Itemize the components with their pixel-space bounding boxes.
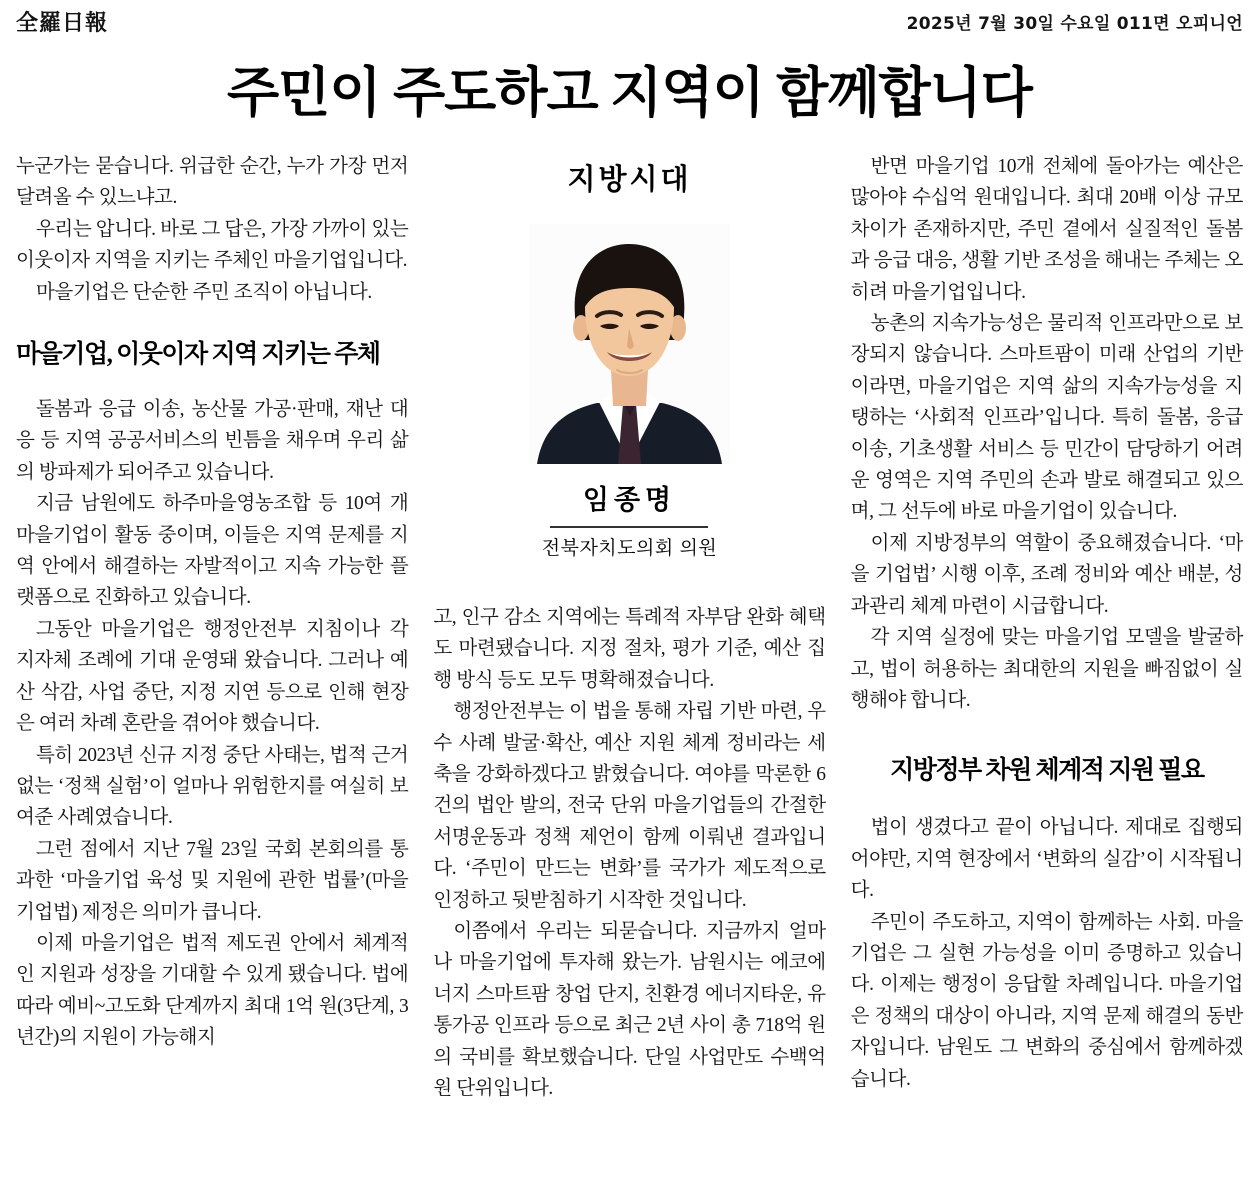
- paragraph: 마을기업은 단순한 주민 조직이 아닙니다.: [36, 281, 372, 303]
- paragraph: 농촌의 지속가능성은 물리적 인프라만으로 보장되지 않습니다. 스마트팜이 미래 산업의 기반이라면, 마을기업은 지역 삶의 지속가능성을 지탱하는 ‘사회적 인프라’입니다. 특히 돌봄, 응급 이송, 기초생활 서비스 등 민간이 담당하기 어려운 영역은 지역 주민의 손과 발로 해결되고 있으며, 그 선두에 바로 마을기업이 있습니다.: [850, 313, 1243, 523]
- author-divider: [550, 526, 708, 528]
- paragraph: 이쯤에서 우리는 되묻습니다. 지금까지 얼마나 마을기업에 투자해 왔는가. 남원시는 에코에너지 스마트팜 창업 단지, 친환경 에너지타운, 유통가공 인프라 등으로 최근 2년 사이 총 718억 원의 국비를 확보했습니다. 단일 사업만도 수백억 원 단위입니다.: [433, 921, 826, 1100]
- paragraph: 돌봄과 응급 이송, 농산물 가공·판매, 재난 대응 등 지역 공공서비스의 빈틈을 채우며 우리 삶의 방파제가 되어주고 있습니다.: [16, 399, 409, 483]
- column-left: [16, 151, 408, 1054]
- author-name: 임종명: [582, 485, 677, 515]
- masthead: [16, 6, 1243, 40]
- paragraph: 누군가는 묻습니다. 위급한 순간, 누가 가장 먼저 달려올 수 있느냐고.: [16, 156, 409, 209]
- paragraph: 행정안전부는 이 법을 통해 자립 기반 마련, 우수 사례 발굴·확산, 예산 지원 체계 정비라는 세 축을 강화하겠다고 밝혔습니다. 여야를 막론한 6건의 법안 발의, 전국 단위 마을기업들의 간절한 서명운동과 정책 제언이 함께 이뤄낸 결과입니다. ‘주민이 만드는 변화’를 국가가 제도적으로 인정하고 뒷받침하기 시작한 것입니다.: [433, 701, 826, 911]
- author-title: 전북자치도의회 의원: [541, 538, 718, 559]
- paragraph: 특히 2023년 신규 지정 중단 사태는, 법적 근거 없는 ‘정책 실험’이 얼마나 위험한지를 여실히 보여준 사례였습니다.: [16, 744, 409, 829]
- section-heading: 마을기업, 이웃이자 지역 지키는 주체: [16, 341, 380, 369]
- opinion-column-label: 지방시대: [567, 164, 692, 196]
- author-portrait: [529, 224, 730, 464]
- paragraph: 지금 남원에도 하주마을영농조합 등 10여 개 마을기업이 활동 중이며, 이들은 지역 문제를 지역 안에서 해결하는 자발적이고 지속 가능한 플랫폼으로 진화하고 있습니다.: [16, 493, 409, 609]
- article-headline: 주민이 주도하고 지역이 함께합니다: [227, 63, 1032, 123]
- paragraph: 법이 생겼다고 끝이 아닙니다. 제대로 집행되어야만, 지역 현장에서 ‘변화의 실감’이 시작됩니다.: [850, 817, 1243, 902]
- paragraph: 그런 점에서 지난 7월 23일 국회 본회의를 통과한 ‘마을기업 육성 및 지원에 관한 법률’(마을 기업법) 제정은 의미가 큽니다.: [16, 838, 409, 923]
- paragraph: 주민이 주도하고, 지역이 함께하는 사회. 마을기업은 그 실현 가능성을 이미 증명하고 있습니다. 이제는 행정이 응답할 차례입니다. 마을기업은 정책의 대상이 아니라, 지역 문제 해결의 동반자입니다. 남원도 그 변화의 중심에서 함께하겠습니다.: [850, 911, 1243, 1090]
- paragraph: 반면 마을기업 10개 전체에 돌아가는 예산은 많아야 수십억 원대입니다. 최대 20배 이상 규모 차이가 존재하지만, 주민 곁에서 실질적인 돌봄과 응급 대응, 생활 기반 조성을 해내는 주체는 오히려 마을기업입니다.: [850, 156, 1243, 303]
- paragraph: 이제 마을기업은 법적 제도권 안에서 체계적인 지원과 성장을 기대할 수 있게 됐습니다. 법에 따라 예비~고도화 단계까지 최대 1억 원(3단계, 3년간)의 지원이 가능해지: [16, 932, 409, 1049]
- paragraph: 그동안 마을기업은 행정안전부 지침이나 각 지자체 조례에 기대 운영돼 왔습니다. 그러나 예산 삭감, 사업 중단, 지정 지연 등으로 인해 현장은 여러 차례 혼란을 겪어야 했습니다.: [16, 618, 409, 735]
- section-heading: 지방정부 차원 체계적 지원 필요: [890, 757, 1204, 785]
- newspaper-title: 全羅日報: [16, 10, 109, 35]
- paragraph: 이제 지방정부의 역할이 중요해졌습니다. ‘마을 기업법’ 시행 이후, 조례 정비와 예산 배분, 성과관리 체계 마련이 시급합니다.: [850, 532, 1243, 617]
- author-profile-box: [433, 157, 825, 560]
- column-right: [851, 151, 1243, 1095]
- paragraph: 우리는 압니다. 바로 그 답은, 가장 가까이 있는 이웃이자 지역을 지키는 주체인 마을기업입니다.: [16, 218, 409, 272]
- paragraph: 고, 인구 감소 지역에는 특례적 자부담 완화 혜택도 마련됐습니다. 지정 절차, 평가 기준, 예산 집행 방식 등도 모두 명확해졌습니다.: [433, 607, 826, 691]
- article-columns: [16, 151, 1243, 1105]
- edition-date-line: 2025년 7월 30일 수요일 011면 오피니언: [906, 14, 1243, 34]
- column-center: [433, 151, 825, 1105]
- paragraph: 각 지역 실정에 맞는 마을기업 모델을 발굴하고, 법이 허용하는 최대한의 지원을 빠짐없이 실행해야 합니다.: [850, 627, 1243, 711]
